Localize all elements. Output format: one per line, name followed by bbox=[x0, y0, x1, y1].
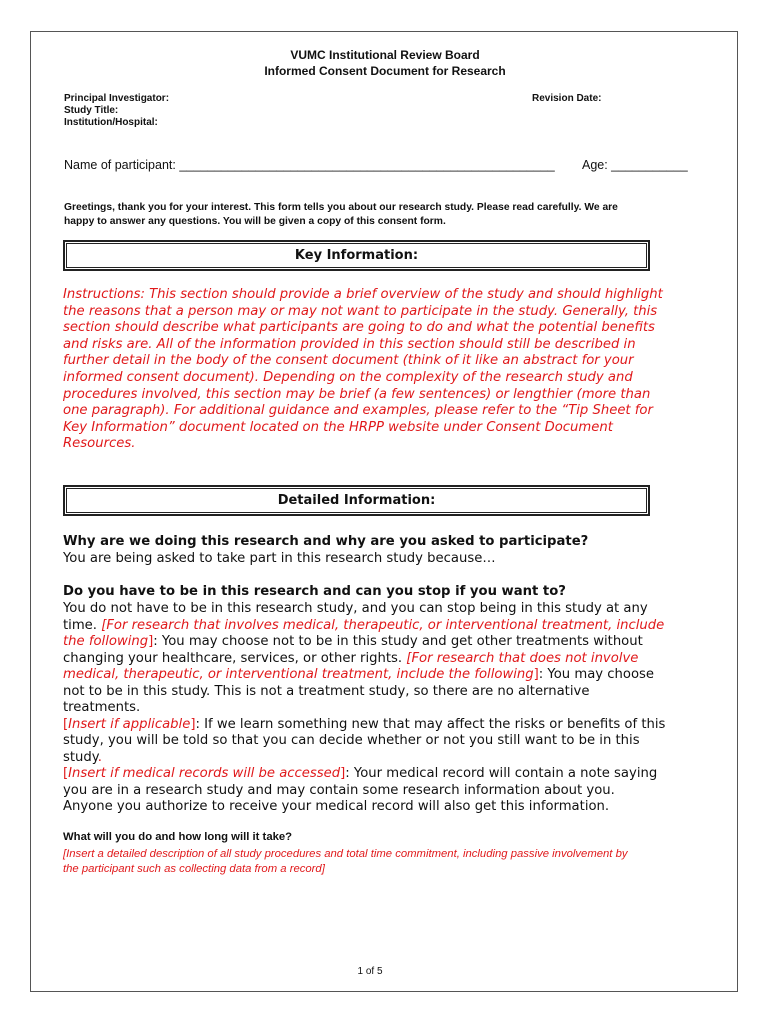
q1-text: You are being asked to take part in this research study because… bbox=[63, 551, 496, 566]
instruction-run: medical, therapeutic, or interventional treatment, include the following bbox=[63, 667, 534, 682]
text-run: study bbox=[63, 749, 98, 765]
instruction-run: Insert if medical records will be accessed bbox=[68, 766, 341, 781]
instruction-line: section should describe what participants are going to do and what the potential benefits bbox=[63, 320, 655, 336]
instruction-line: and risks are. All of the information provided in this section should still be described in bbox=[63, 336, 636, 352]
instruction-line: Instructions: This section should provide a brief overview of the study and should highlight bbox=[63, 287, 663, 302]
bracket-run: ] bbox=[533, 667, 539, 682]
q2-line bbox=[63, 667, 665, 684]
instruction-line: procedures involved, this section may be brief (a few sentences) or lengthier (more than bbox=[63, 386, 651, 402]
q2-line bbox=[63, 750, 665, 767]
document-header-title: VUMC Institutional Review Board bbox=[290, 48, 480, 62]
bracket-run: [ bbox=[63, 716, 69, 732]
principal-investigator-label: Principal Investigator: bbox=[64, 93, 170, 104]
text-run: . bbox=[97, 749, 102, 765]
revision-date-label: Revision Date: bbox=[532, 93, 602, 104]
instruction-line: the reasons that a person may or may not want to participate in the study. Generally, this bbox=[63, 303, 658, 319]
instruction-line: informed consent document). Depending on the complexity of the research study and bbox=[63, 369, 633, 385]
q1-heading: Why are we doing this research and why are you asked to participate? bbox=[63, 534, 589, 549]
text-run: : If we learn something new that may affect the risks or benefits of this bbox=[195, 716, 666, 732]
participant-name-field: Name of participant: ______________________________________________________ bbox=[64, 158, 555, 172]
q2-line bbox=[63, 634, 665, 651]
instruction-line: further detail in the body of the consent document (think of it like an abstract for your bbox=[63, 353, 634, 369]
q2-line: treatments. bbox=[63, 700, 141, 715]
q2-line: not to be in this study. This is not a treatment study, so there are no alternative bbox=[63, 683, 590, 699]
document-header-subtitle: Informed Consent Document for Research bbox=[264, 64, 506, 78]
q2-line bbox=[63, 717, 665, 734]
q2-line: You do not have to be in this research study, and you can stop being in this study at any bbox=[63, 601, 648, 616]
consent-document-page bbox=[30, 31, 738, 992]
participant-age-field: Age: ___________ bbox=[582, 158, 688, 172]
q2-body bbox=[63, 601, 665, 816]
text-run: time. bbox=[63, 617, 102, 633]
instruction-run: [For research that involves medical, therapeutic, or interventional treatment, include bbox=[101, 617, 665, 633]
bracket-run: ] bbox=[148, 634, 154, 649]
study-title-label: Study Title: bbox=[64, 105, 119, 116]
instruction-line: one paragraph). For additional guidance and examples, please refer to the “Tip Sheet for bbox=[63, 403, 653, 419]
q3-line: the participant such as collecting data from a record] bbox=[63, 862, 325, 875]
instruction-line: Key Information” document located on the HRPP website under Consent Document bbox=[63, 419, 613, 435]
greeting-line-2: happy to answer any questions. You will be given a copy of this consent form. bbox=[64, 216, 446, 227]
text-run: : Your medical record will contain a note saying bbox=[345, 766, 658, 781]
instruction-line: Resources. bbox=[63, 436, 136, 452]
institution-label: Institution/Hospital: bbox=[64, 117, 158, 128]
q3-line: [Insert a detailed description of all study procedures and total time commitment, including passive involvement by bbox=[63, 848, 628, 860]
instruction-run: Insert if applicable bbox=[68, 716, 191, 732]
q3-heading: What will you do and how long will it take? bbox=[63, 831, 293, 843]
q2-line bbox=[63, 651, 665, 668]
text-run: : You may choose bbox=[538, 667, 655, 682]
text-run: changing your healthcare, services, or other rights. bbox=[63, 650, 407, 666]
q2-line bbox=[63, 766, 665, 783]
q2-line: Anyone you authorize to receive your medical record will also get this information. bbox=[63, 799, 610, 814]
page-number: 1 of 5 bbox=[357, 966, 383, 977]
q3-instructions bbox=[63, 847, 628, 876]
q2-line: you are in a research study and may contain some research information about you. bbox=[63, 782, 615, 798]
key-information-instructions bbox=[63, 287, 663, 453]
instruction-run: [For research that does not involve bbox=[406, 650, 639, 666]
detailed-information-heading: Detailed Information: bbox=[63, 485, 650, 516]
text-run: : You may choose not to be in this study and get other treatments without bbox=[153, 634, 643, 649]
key-information-heading: Key Information: bbox=[63, 240, 650, 271]
bracket-run: [ bbox=[63, 766, 69, 781]
instruction-run: the following bbox=[63, 634, 149, 649]
greeting-line-1: Greetings, thank you for your interest. This form tells you about our research study. Please read carefully. We are bbox=[64, 202, 618, 213]
q2-heading: Do you have to be in this research and can you stop if you want to? bbox=[63, 584, 566, 599]
bracket-run: ] bbox=[340, 766, 346, 781]
q2-line: study, you will be told so that you can decide whether or not you still want to be in this bbox=[63, 733, 640, 748]
q2-line bbox=[63, 618, 665, 635]
bracket-run: ] bbox=[190, 716, 196, 732]
